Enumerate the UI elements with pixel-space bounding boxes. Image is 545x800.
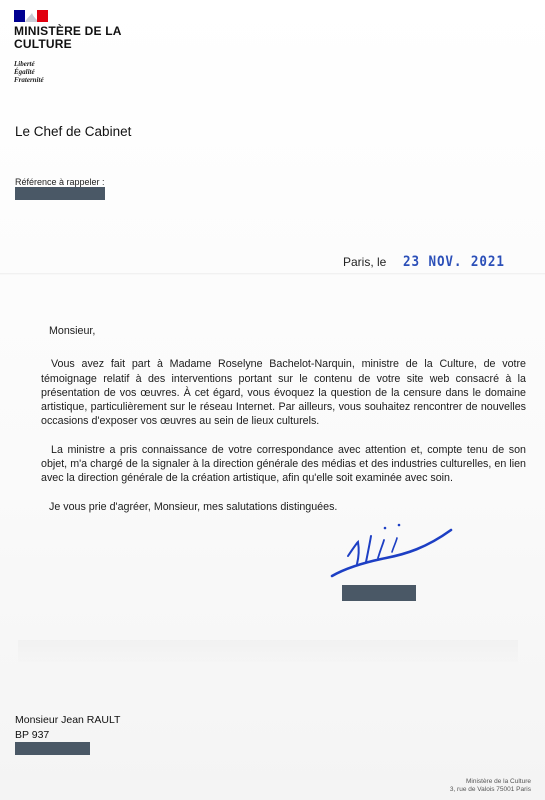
republic-motto <box>14 60 44 84</box>
addressee-box: BP 937 <box>15 729 50 741</box>
redacted-reference <box>15 187 105 200</box>
closing-formula: Je vous prie d'agréer, Monsieur, mes salutations distinguées. <box>49 500 338 513</box>
paper-fold <box>0 273 545 275</box>
show-through <box>18 640 518 670</box>
letter-body <box>41 324 526 528</box>
motto-egalite: Égalité <box>14 68 35 76</box>
salutation: Monsieur, <box>49 325 96 337</box>
addressee-name: Monsieur Jean RAULT <box>15 714 121 726</box>
motto-fraternite: Fraternité <box>14 76 44 84</box>
marianne-logo <box>14 10 48 22</box>
reference-label: Référence à rappeler : <box>15 177 105 187</box>
addressee-block <box>15 713 120 743</box>
date-stamp: 23 NOV. 2021 <box>403 254 505 270</box>
motto-liberte: Liberté <box>14 60 35 68</box>
footer-ministry: Ministère de la Culture <box>465 778 531 785</box>
paragraph-1: Vous avez fait part à Madame Roselyne Bachelot-Narquin, ministre de la Culture, de votre témoignage relatif à des interventions portant sur le contenu de votre site web consacré à la présentation de vos œuvres. À cet égard, vous évoquez la question de la censure dans le domaine artistique, particulièrement sur le réseau Internet. Par ailleurs, vous souhaitez rencontrer de nouvelles occasions d'exposer vos œuvres au sein de lieux culturels. <box>41 358 526 428</box>
redacted-signatory-name <box>342 585 416 601</box>
footer-address: 3, rue de Valois 75001 Paris <box>449 786 531 793</box>
signatory-title: Le Chef de Cabinet <box>15 124 132 139</box>
redacted-address <box>15 742 90 755</box>
ministry-footer <box>450 778 531 794</box>
ministry-name: MINISTÈRE DE LA CULTURE <box>14 24 122 51</box>
paragraph-2: La ministre a pris connaissance de votre correspondance avec attention et, compte tenu de son objet, m'a chargé de la signaler à la direction générale des médias et des industries culturelles, en lien avec la direction générale de la création artistique, afin qu'elle soit examinée avec soin. <box>41 443 526 485</box>
handwritten-signature <box>326 518 460 580</box>
date-place: Paris, le <box>343 255 387 269</box>
